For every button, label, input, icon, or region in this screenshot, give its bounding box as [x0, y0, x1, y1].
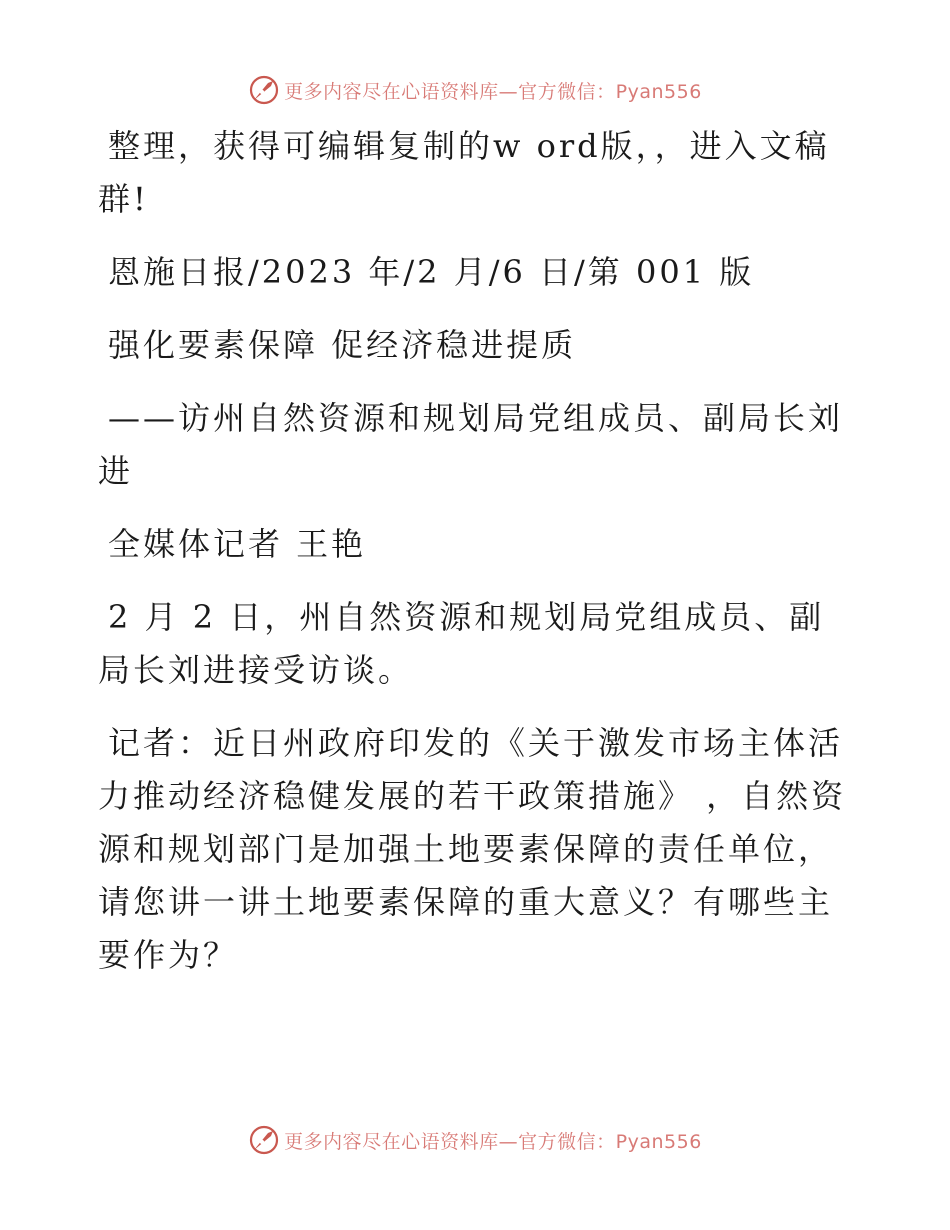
source-line: 恩施日报/2023 年/2 月/6 日/第 001 版 — [108, 253, 755, 291]
byline: 全媒体记者 王艳 — [108, 525, 367, 563]
quill-pen-circle-icon — [248, 74, 280, 106]
article-subtitle: ——访州自然资源和规划局党组成员、副局长刘进 — [98, 399, 844, 490]
interview-question: 记者：近日州政府印发的《关于激发市场主体活力推动经济稳健发展的若干政策措施》 ，自然资源和规划部门是加强土地要素保障的责任单位，请您讲一讲土地要素保障的重大意义？有哪些主要作为？ — [98, 724, 847, 974]
watermark-text: 更多内容尽在心语资料库—官方微信：Pyan556 — [284, 1130, 702, 1153]
lead-paragraph: 2 月 2 日，州自然资源和规划局党组成员、副局长刘进接受访谈。 — [98, 598, 825, 689]
page-footer-watermark — [0, 1120, 950, 1160]
intro-note: 整理，获得可编辑复制的w ord版，，进入文稿群! — [98, 127, 830, 218]
page-header-watermark — [0, 70, 950, 110]
quill-pen-circle-icon — [248, 1124, 280, 1156]
document-body — [98, 120, 858, 1002]
watermark-text: 更多内容尽在心语资料库—官方微信：Pyan556 — [284, 80, 702, 103]
article-title: 强化要素保障 促经济稳进提质 — [108, 326, 577, 364]
